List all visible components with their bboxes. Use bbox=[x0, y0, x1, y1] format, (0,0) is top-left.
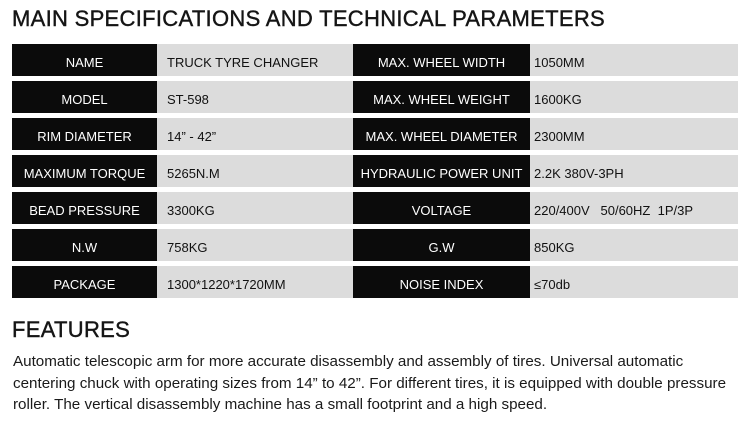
spec-label-model: MODEL bbox=[12, 81, 157, 113]
spec-row-rim-diameter bbox=[12, 118, 738, 150]
spec-value-rim-diameter: 14” - 42” bbox=[157, 118, 353, 150]
spec-value-package: 1300*1220*1720MM bbox=[157, 266, 353, 298]
spec-value-hydraulic-power-unit: 2.2K 380V-3PH bbox=[530, 155, 738, 187]
spec-section-title: MAIN SPECIFICATIONS AND TECHNICAL PARAMETERS bbox=[12, 6, 606, 31]
spec-table bbox=[12, 44, 738, 303]
spec-label-noise-index: NOISE INDEX bbox=[353, 266, 530, 298]
spec-row-name bbox=[12, 44, 738, 76]
spec-value-net-weight: 758KG bbox=[157, 229, 353, 261]
spec-value-max-wheel-width: 1050MM bbox=[530, 44, 738, 76]
spec-label-hydraulic-power-unit: HYDRAULIC POWER UNIT bbox=[353, 155, 530, 187]
spec-label-voltage: VOLTAGE bbox=[353, 192, 530, 224]
spec-label-name: NAME bbox=[12, 44, 157, 76]
spec-label-max-wheel-weight: MAX. WHEEL WEIGHT bbox=[353, 81, 530, 113]
spec-label-maximum-torque: MAXIMUM TORQUE bbox=[12, 155, 157, 187]
spec-value-max-wheel-diameter: 2300MM bbox=[530, 118, 738, 150]
spec-value-voltage: 220/400V 50/60HZ 1P/3P bbox=[530, 192, 738, 224]
features-section-title: FEATURES bbox=[12, 317, 131, 342]
spec-row-maximum-torque bbox=[12, 155, 738, 187]
spec-value-gross-weight: 850KG bbox=[530, 229, 738, 261]
spec-label-net-weight: N.W bbox=[12, 229, 157, 261]
spec-label-rim-diameter: RIM DIAMETER bbox=[12, 118, 157, 150]
features-description: Automatic telescopic arm for more accurate disassembly and assembly of tires. Universal automatic centering chuck with operating sizes from 14” to 42”. For different tires, it is equipped with double pressure roller. The vertical disassembly machine has a small footprint and a high speed. bbox=[13, 353, 727, 413]
spec-label-bead-pressure: BEAD PRESSURE bbox=[12, 192, 157, 224]
spec-value-name: TRUCK TYRE CHANGER bbox=[157, 44, 353, 76]
spec-value-model: ST-598 bbox=[157, 81, 353, 113]
spec-row-model bbox=[12, 81, 738, 113]
spec-value-max-wheel-weight: 1600KG bbox=[530, 81, 738, 113]
spec-label-max-wheel-diameter: MAX. WHEEL DIAMETER bbox=[353, 118, 530, 150]
spec-value-bead-pressure: 3300KG bbox=[157, 192, 353, 224]
spec-label-gross-weight: G.W bbox=[353, 229, 530, 261]
spec-value-noise-index: ≤70db bbox=[530, 266, 738, 298]
spec-row-bead-pressure bbox=[12, 192, 738, 224]
spec-row-package bbox=[12, 266, 738, 298]
spec-value-maximum-torque: 5265N.M bbox=[157, 155, 353, 187]
spec-row-net-weight bbox=[12, 229, 738, 261]
spec-label-max-wheel-width: MAX. WHEEL WIDTH bbox=[353, 44, 530, 76]
spec-label-package: PACKAGE bbox=[12, 266, 157, 298]
